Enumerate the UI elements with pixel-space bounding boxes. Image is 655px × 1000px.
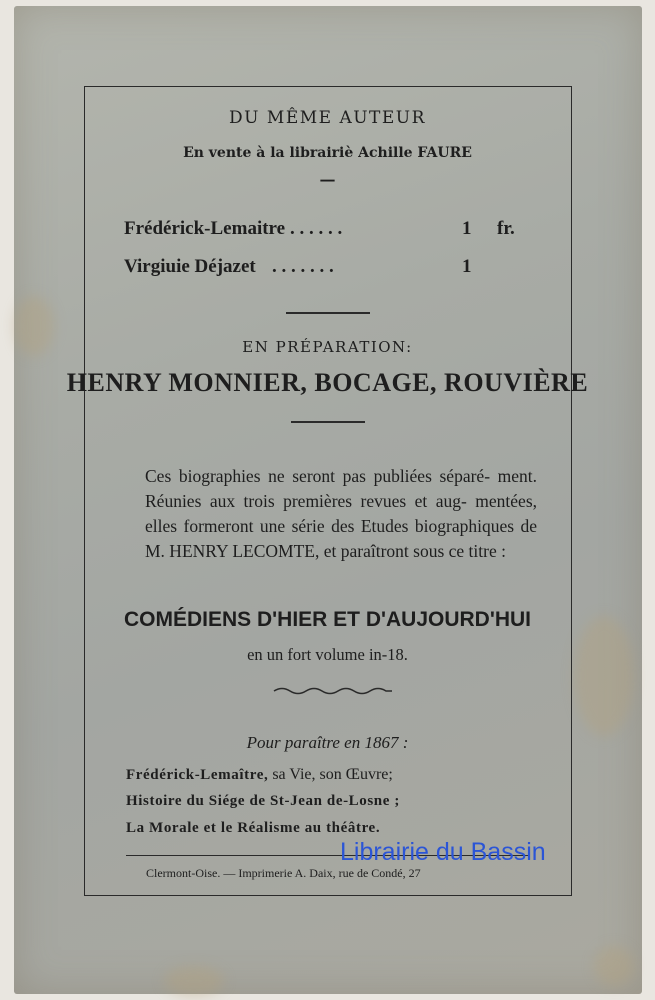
- forthcoming-item-1-title: Frédérick-Lemaître,: [126, 767, 269, 783]
- book-unit-1: fr.: [497, 218, 515, 239]
- ornament-divider: [272, 684, 394, 698]
- series-title: COMÉDIENS D'HIER ET D'AUJOURD'HUI: [123, 608, 531, 631]
- divider-2: [291, 421, 365, 423]
- book-title-1: Frédérick-Lemaitre: [124, 218, 286, 239]
- forthcoming-item-3: La Morale et le Réalisme au théâtre.: [126, 820, 381, 836]
- preparation-label: EN PRÉPARATION:: [242, 338, 413, 356]
- forthcoming-item-1-rest: sa Vie, son Œuvre;: [268, 766, 393, 783]
- series-format: en un fort volume in-18.: [247, 645, 408, 664]
- divider-1: [286, 312, 370, 314]
- watermark: Librairie du Bassin: [340, 838, 546, 866]
- forthcoming-item-1: [126, 766, 393, 784]
- subheading: En vente à la librairiè Achille FAURE: [183, 145, 472, 161]
- dash: —: [319, 170, 336, 189]
- printer-line: Clermont-Oise. — Imprimerie A. Daix, rue de Condé, 27: [146, 866, 421, 880]
- book-price-2: 1: [462, 256, 472, 277]
- book-dots-1: . . . . . .: [290, 218, 343, 239]
- forthcoming-item-2: Histoire du Siége de St-Jean de-Losne ;: [126, 793, 400, 809]
- description-paragraph: Ces biographies ne seront pas publiées séparé- ment. Réunies aux trois premières revues et aug- mentées, elles formeront une série des Etudes biographiques de M. HENRY LECOMTE, et paraîtront sous ce titre :: [145, 466, 537, 561]
- forthcoming-label: Pour paraître en 1867 :: [246, 733, 409, 752]
- book-dots-2: . . . . . . .: [272, 256, 334, 277]
- book-title-2: Virgiuie Déjazet: [124, 256, 256, 277]
- heading: DU MÊME AUTEUR: [229, 108, 426, 128]
- book-price-1: 1: [462, 218, 472, 239]
- preparation-titles: HENRY MONNIER, BOCAGE, ROUVIÈRE: [66, 368, 589, 397]
